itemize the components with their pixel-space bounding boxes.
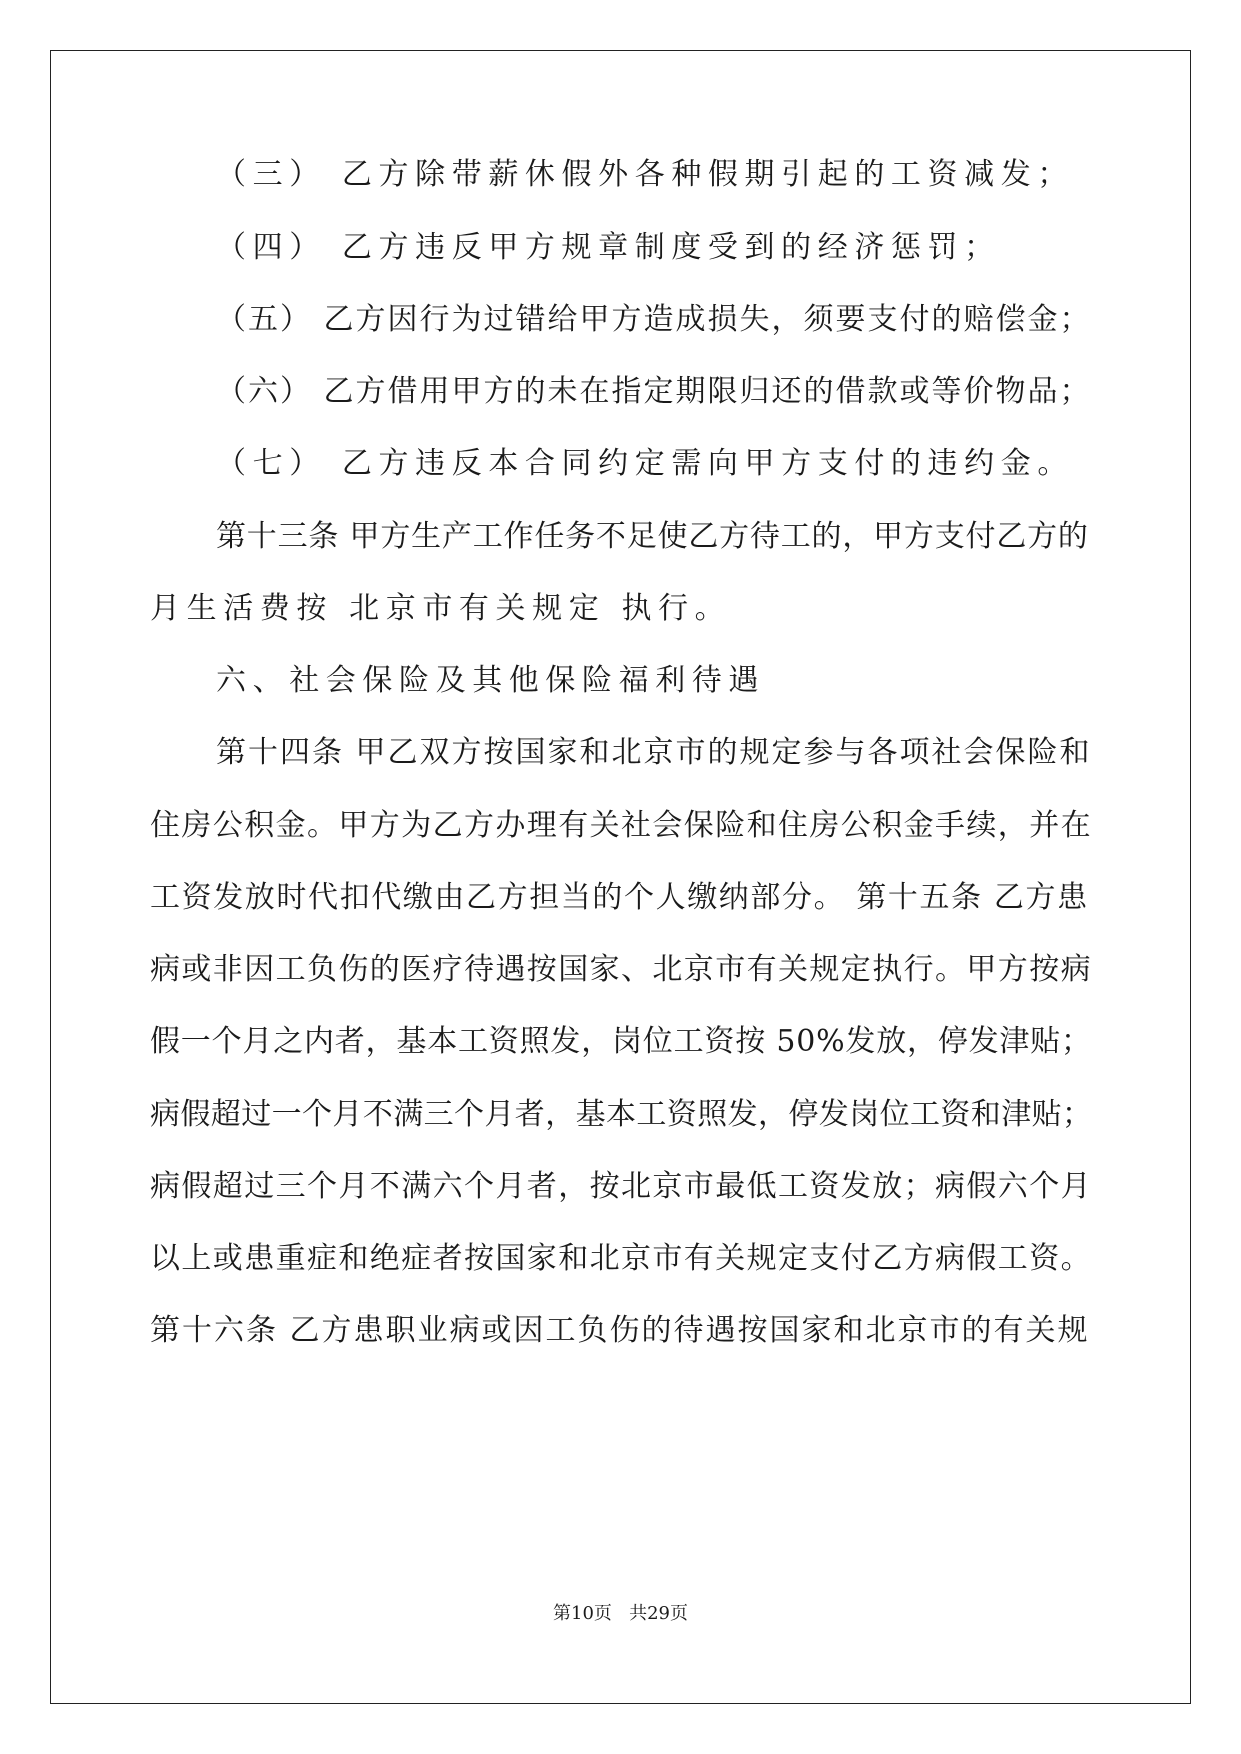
article-16-line-1: 第十六条 乙方患职业病或因工负伤的待遇按国家和北京市的有关规	[150, 1313, 1090, 1348]
article-15-line-2: 假一个月之内者，基本工资照发，岗位工资按 50%发放，停发津贴；	[150, 1024, 1092, 1059]
section-heading-social-insurance: 六、社会保险及其他保险福利待遇	[216, 663, 765, 698]
clause-item-5: （五） 乙方因行为过错给甲方造成损失，须要支付的赔偿金；	[216, 302, 1092, 337]
article-14-line-1: 第十四条 甲乙双方按国家和北京市的规定参与各项社会保险和	[216, 735, 1092, 770]
article-15-line-5: 以上或患重症和绝症者按国家和北京市有关规定支付乙方病假工资。	[150, 1241, 1092, 1276]
page-number-footer: 第10页 共29页	[553, 1603, 688, 1624]
clause-item-4: （四） 乙方违反甲方规章制度受到的经济惩罚；	[216, 230, 1001, 265]
article-15-line-3: 病假超过一个月不满三个月者，基本工资照发，停发岗位工资和津贴；	[150, 1097, 1093, 1132]
article-15-line-4: 病假超过三个月不满六个月者，按北京市最低工资发放；病假六个月	[150, 1169, 1092, 1204]
page-border	[50, 50, 1191, 1704]
article-15-line-1: 病或非因工负伤的医疗待遇按国家、北京市有关规定执行。甲方按病	[150, 952, 1092, 987]
clause-item-6: （六） 乙方借用甲方的未在指定期限归还的借款或等价物品；	[216, 374, 1092, 409]
article-14-line-3: 工资发放时代扣代缴由乙方担当的个人缴纳部分。 第十五条 乙方患	[150, 880, 1089, 915]
article-13-line-2: 月生活费按 北京市有关规定 执行。	[150, 591, 732, 626]
article-14-line-2: 住房公积金。甲方为乙方办理有关社会保险和住房公积金手续，并在	[150, 808, 1092, 843]
clause-item-7: （七） 乙方违反本合同约定需向甲方支付的违约金。	[216, 446, 1074, 481]
article-13-line-1: 第十三条 甲方生产工作任务不足使乙方待工的，甲方支付乙方的	[216, 519, 1089, 554]
clause-item-3: （三） 乙方除带薪休假外各种假期引起的工资减发；	[216, 157, 1074, 192]
